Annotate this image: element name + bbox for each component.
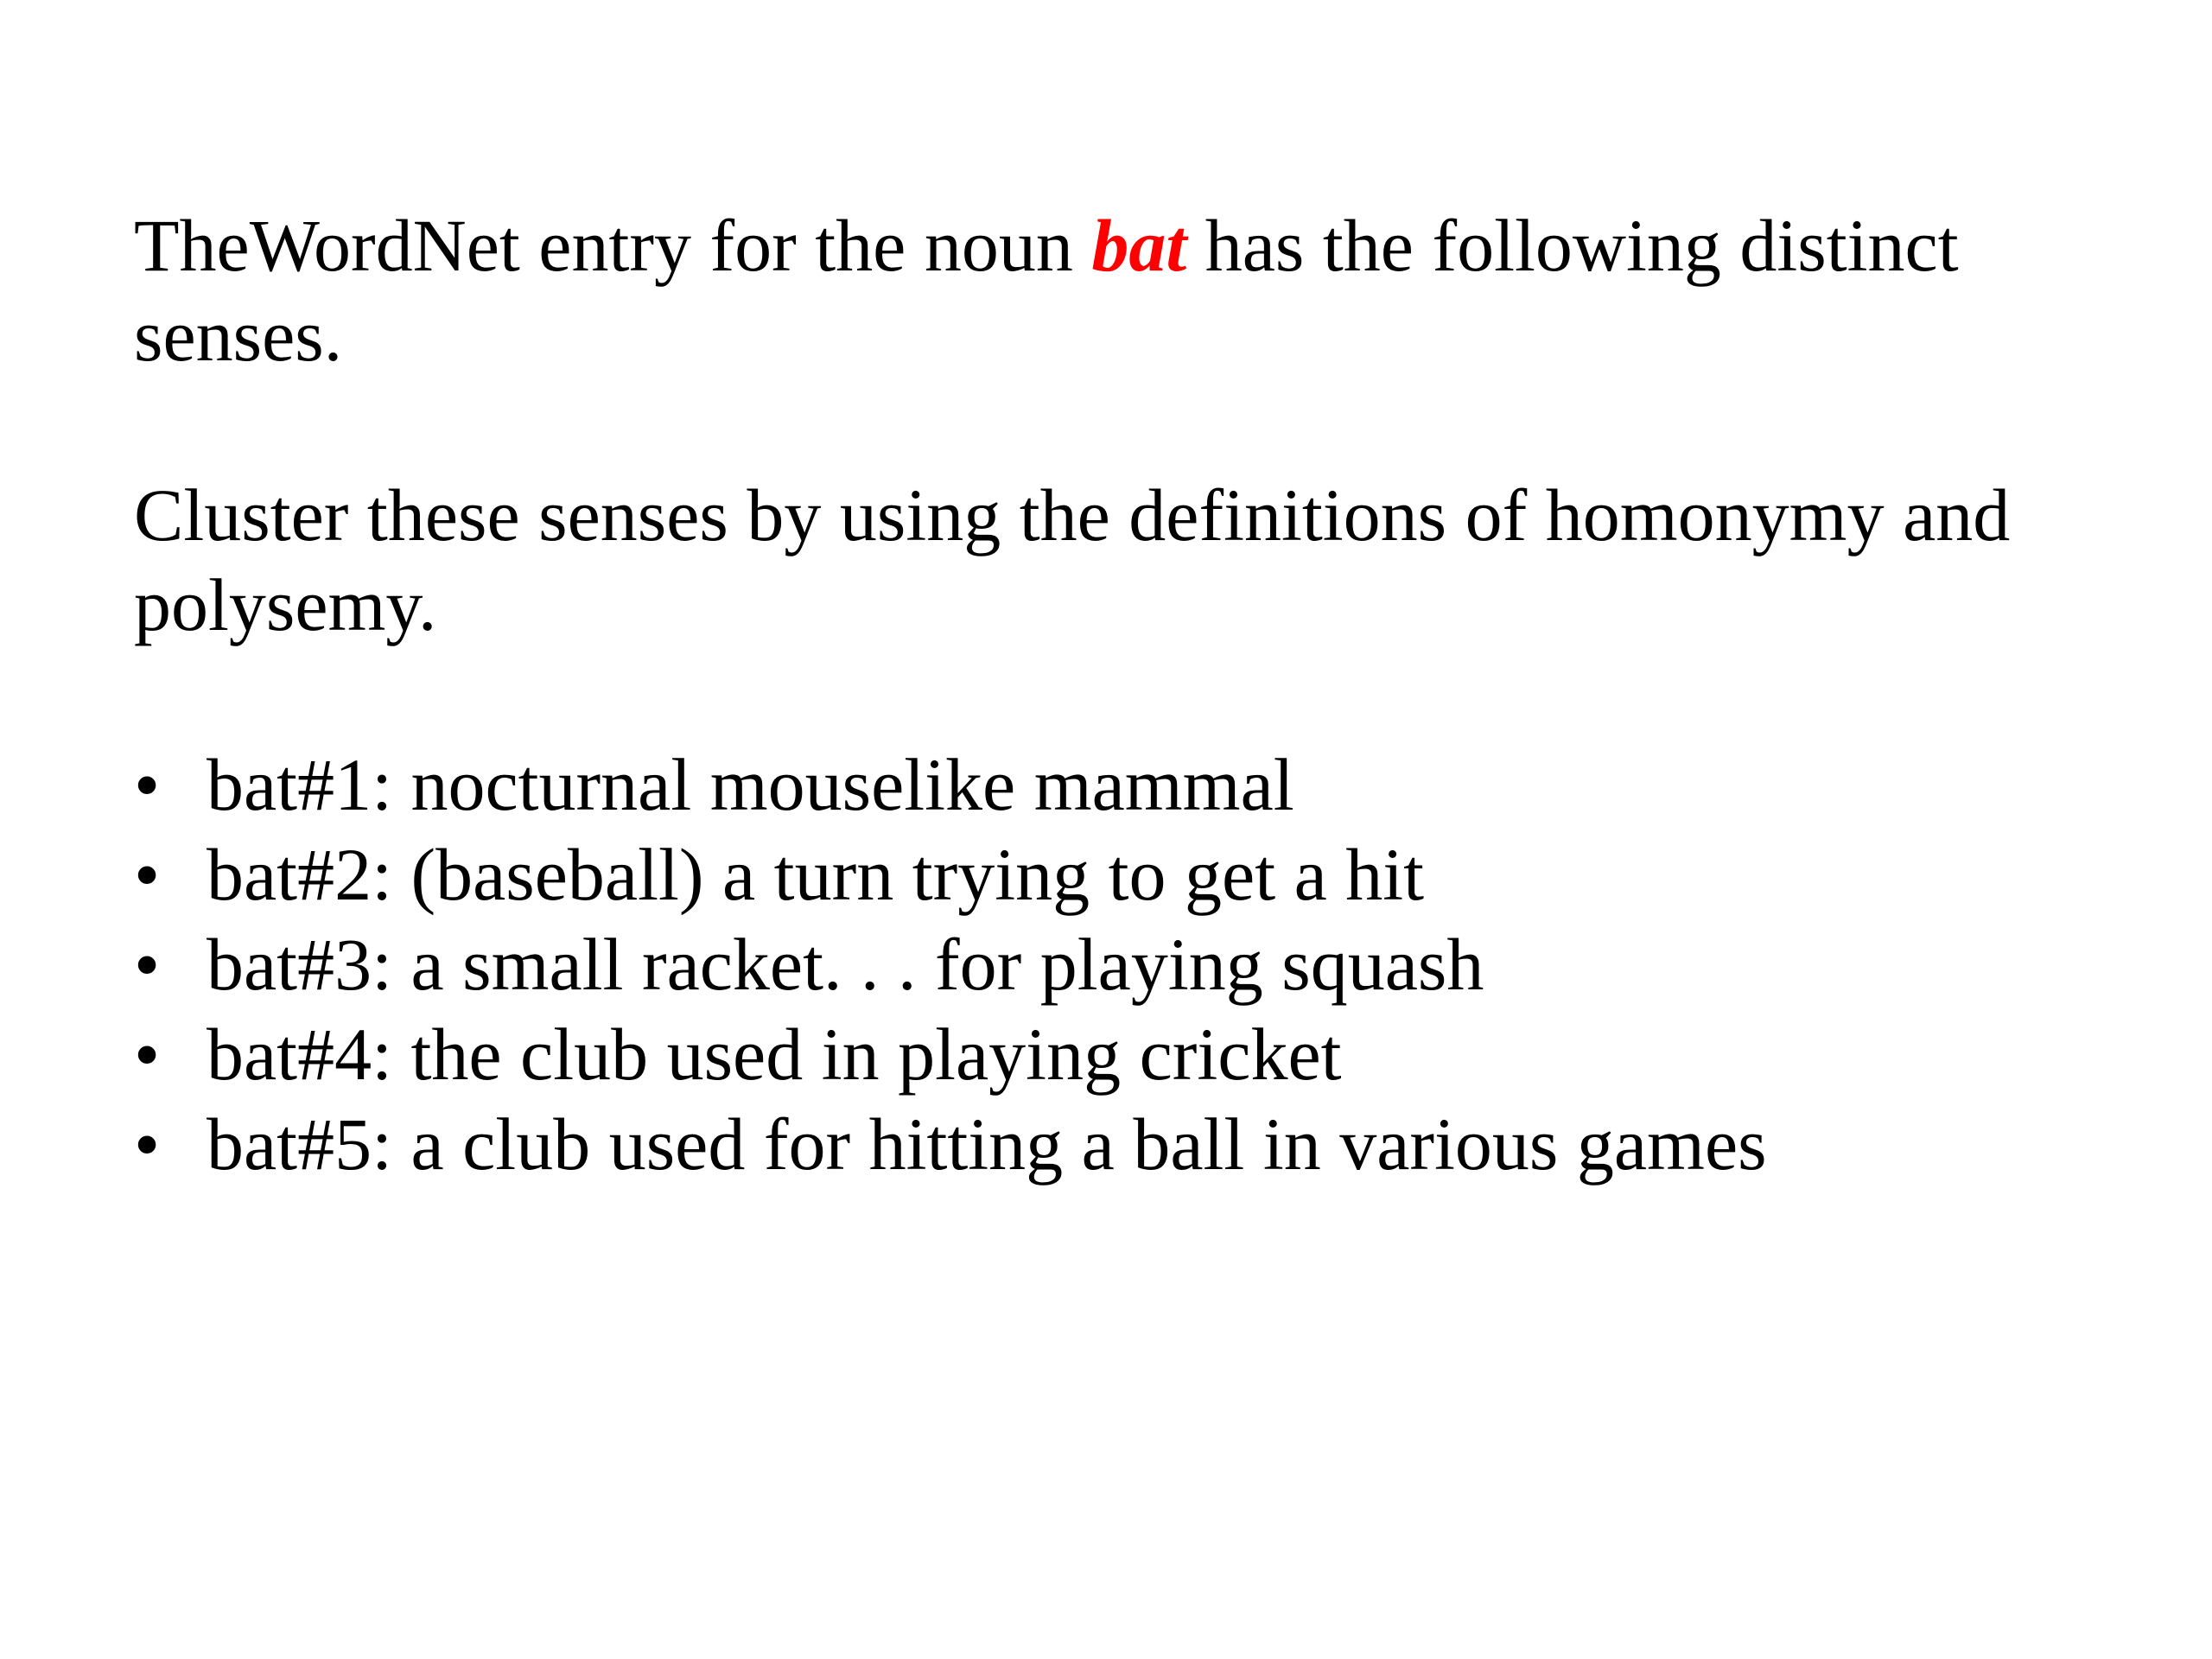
senses-list bbox=[134, 740, 2121, 1189]
intro-text-before: TheWordNet entry for the noun bbox=[134, 204, 1092, 287]
intro-paragraph bbox=[134, 200, 2121, 380]
sense-text: bat#3: a small racket. . . for playing squash bbox=[207, 923, 1484, 1006]
list-item bbox=[134, 830, 2121, 919]
slide-content bbox=[134, 200, 2121, 1189]
sense-text: bat#2: (baseball) a turn trying to get a hit bbox=[207, 833, 1425, 916]
list-item bbox=[134, 919, 2121, 1009]
bullet-icon: • bbox=[134, 743, 161, 826]
bullet-icon: • bbox=[134, 923, 161, 1006]
bullet-icon: • bbox=[134, 833, 161, 916]
bullet-icon: • bbox=[134, 1103, 161, 1185]
sense-text: bat#5: a club used for hitting a ball in various games bbox=[207, 1103, 1767, 1185]
bullet-icon: • bbox=[134, 1013, 161, 1096]
list-item bbox=[134, 1009, 2121, 1099]
sense-text: bat#4: the club used in playing cricket bbox=[207, 1013, 1342, 1096]
sense-text: bat#1: nocturnal mouselike mammal bbox=[207, 743, 1294, 826]
highlighted-word: bat bbox=[1091, 204, 1187, 287]
list-item bbox=[134, 1099, 2121, 1189]
intro-text-after: has the following distinct senses. bbox=[134, 204, 1959, 377]
instruction-paragraph: Cluster these senses by using the definitions of homonymy and polysemy. bbox=[134, 474, 2011, 646]
list-item bbox=[134, 740, 2121, 830]
